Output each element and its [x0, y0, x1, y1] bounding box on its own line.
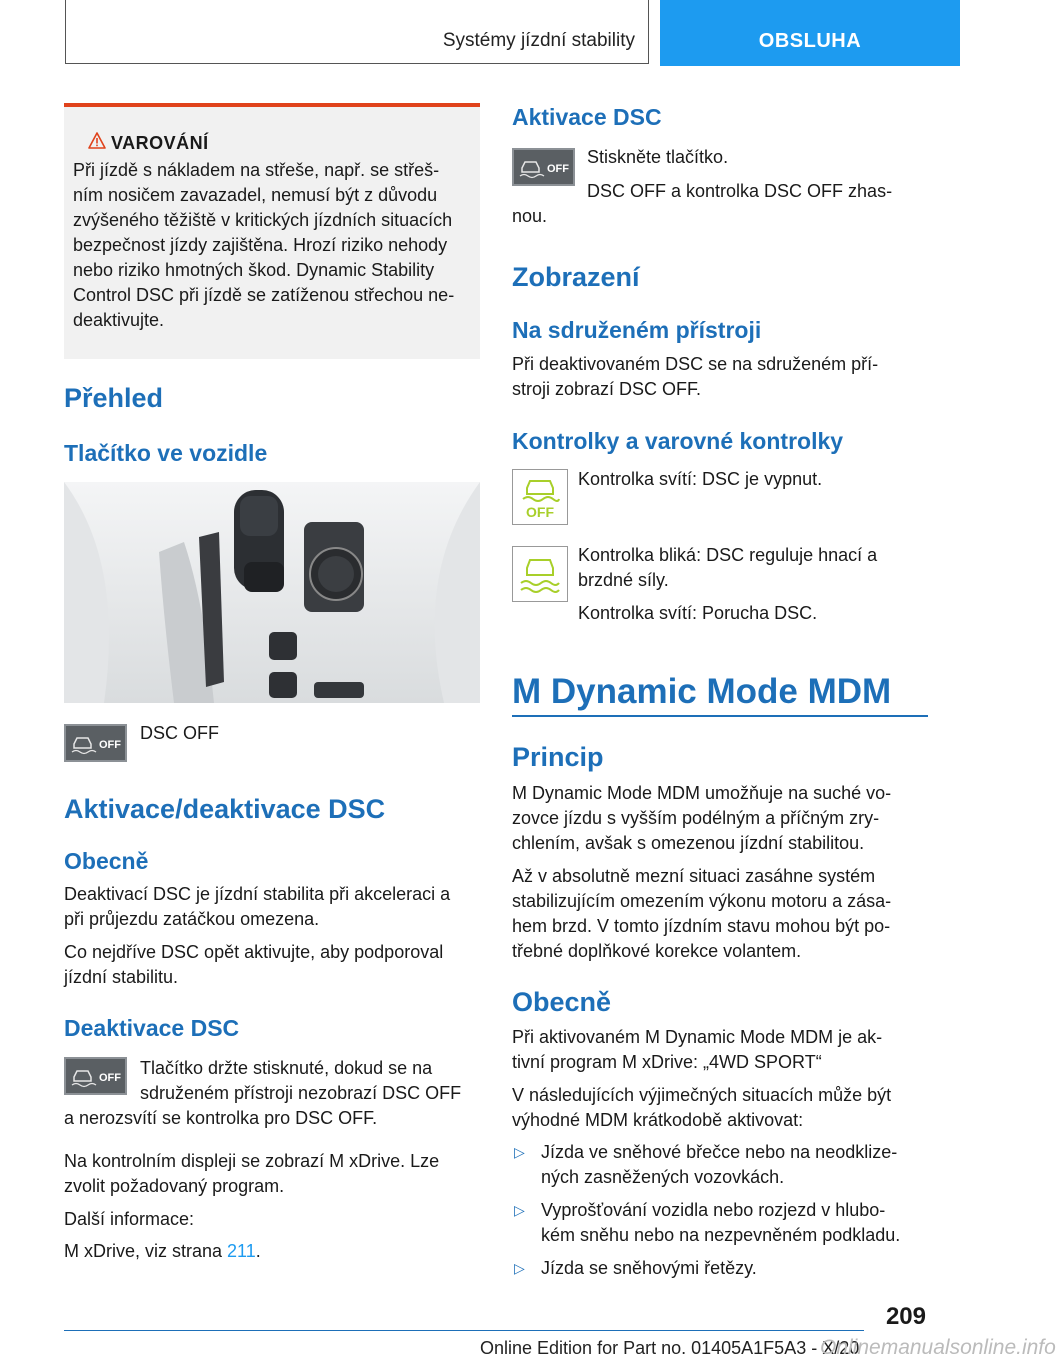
warning-line: deaktivujte.	[73, 310, 165, 330]
bullet-marker: ▷	[514, 1144, 525, 1160]
paragraph-line: stabilizujícím omezením výkonu motoru a zása-	[512, 891, 892, 911]
heading-sdruzeny: Na sdruženém přístroji	[512, 317, 762, 343]
heading-mdm: M Dynamic Mode MDM	[512, 672, 892, 711]
paragraph-line: M Dynamic Mode MDM umožňuje na suché vo-	[512, 783, 892, 803]
center-console-image	[64, 482, 480, 703]
paragraph-line: Při aktivovaném M Dynamic Mode MDM je ak-	[512, 1027, 883, 1047]
warning-title: VAROVÁNÍ	[111, 133, 209, 153]
warning-text	[73, 158, 473, 333]
tab-obsluha[interactable]	[660, 0, 960, 66]
warning-line: Control DSC při jízdě se zatíženou střechou ne-	[73, 285, 455, 305]
paragraph-line: Až v absolutně mezní situaci zasáhne systém	[512, 866, 876, 886]
paragraph-line: brzdné síly.	[578, 570, 669, 590]
reference-text: M xDrive, viz strana	[64, 1241, 228, 1261]
paragraph-line: Při deaktivovaném DSC se na sdruženém pří-	[512, 354, 879, 374]
paragraph-line: zovce jízdu s vyšším podélným a příčným zry-	[512, 808, 880, 828]
console-photo	[64, 482, 480, 703]
paragraph-line: Co nejdříve DSC opět aktivujte, aby podporoval	[64, 942, 444, 962]
list-item-line: Jízda ve sněhové břečce nebo na neodklize-	[541, 1142, 898, 1162]
heading-zobrazeni: Zobrazení	[512, 262, 640, 292]
heading-aktivace-deaktivace: Aktivace/deaktivace DSC	[64, 794, 386, 824]
list-item-line: Jízda se sněhovými řetězy.	[541, 1258, 757, 1278]
warning-line: bezpečnost jízdy zajištěna. Hrozí riziko nehody	[73, 235, 448, 255]
heading-obecne-right: Obecně	[512, 987, 612, 1017]
paragraph-line: sdruženém přístroji nezobrazí DSC OFF	[140, 1083, 462, 1103]
paragraph-line: Další informace:	[64, 1209, 195, 1229]
bullet-marker: ▷	[514, 1202, 525, 1218]
paragraph-line: jízdní stabilitu.	[64, 967, 179, 987]
warning-line: nebo riziko hmotných škod. Dynamic Stability	[73, 260, 435, 280]
tab-label: OBSLUHA	[758, 30, 862, 52]
heading-princip: Princip	[512, 742, 604, 772]
list-item-line: Vyprošťování vozidla nebo rozjezd v hlubo-	[541, 1200, 886, 1220]
footer-edition: Online Edition for Part no. 01405A1F5A3 - X/20	[480, 1338, 860, 1358]
dsc-off-lamp-icon	[512, 469, 568, 525]
paragraph-line: V následujících výjimečných situacích může být	[512, 1085, 892, 1105]
heading-kontrolky: Kontrolky a varovné kontrolky	[512, 428, 844, 454]
paragraph-line: nou.	[512, 206, 548, 226]
paragraph-line: hem brzd. V tomto jízdním stavu mohou být po-	[512, 916, 891, 936]
heading-aktivace: Aktivace DSC	[512, 104, 662, 130]
warning-line: ním nosičem zavazadel, nemusí být z důvodu	[73, 185, 438, 205]
paragraph-line: Deaktivací DSC je jízdní stabilita při akceleraci a	[64, 884, 451, 904]
section-title: Systémy jízdní stability	[442, 30, 635, 51]
heading-prehled: Přehled	[64, 383, 164, 413]
svg-text:OFF: OFF	[547, 163, 569, 175]
list-item-line: kém sněhu nebo na nezpevněném podkladu.	[541, 1225, 901, 1245]
heading-underline	[512, 715, 928, 717]
paragraph-line: Tlačítko držte stisknuté, dokud se na	[140, 1058, 433, 1078]
paragraph-line: Stiskněte tlačítko.	[587, 147, 729, 167]
paragraph-line: třebné doplňkové korekce volantem.	[512, 941, 802, 961]
page-number: 209	[885, 1303, 926, 1330]
paragraph-line: při průjezdu zatáčkou omezena.	[64, 909, 320, 929]
heading-obecne-left: Obecně	[64, 848, 149, 874]
svg-text:OFF: OFF	[526, 504, 554, 520]
paragraph-line: Na kontrolním displeji se zobrazí M xDrive. Lze	[64, 1151, 440, 1171]
dsc-off-button-icon	[64, 1057, 127, 1095]
paragraph-line: zvolit požadovaný program.	[64, 1176, 285, 1196]
heading-tlacitko: Tlačítko ve vozidle	[64, 440, 268, 466]
heading-deaktivace: Deaktivace DSC	[64, 1015, 240, 1041]
paragraph-line: a nerozsvítí se kontrolka pro DSC OFF.	[64, 1108, 378, 1128]
paragraph-line: Kontrolka svítí: DSC je vypnut.	[578, 469, 823, 489]
reference-line	[64, 1239, 261, 1264]
paragraph-line: Kontrolka svítí: Porucha DSC.	[578, 603, 818, 623]
warning-triangle-icon	[88, 132, 106, 149]
paragraph-line: výhodné MDM krátkodobě aktivovat:	[512, 1110, 804, 1130]
dsc-off-caption: DSC OFF	[140, 723, 219, 743]
footer-rule	[64, 1330, 864, 1331]
paragraph-line: tivní program M xDrive: „4WD SPORT“	[512, 1052, 822, 1072]
warning-line: zvýšeného těžiště v kritických jízdních situacích	[73, 210, 453, 230]
svg-text:OFF: OFF	[99, 1072, 121, 1084]
list-item-line: ných zasněžených vozovkách.	[541, 1167, 785, 1187]
paragraph-line: stroji zobrazí DSC OFF.	[512, 379, 702, 399]
footer-watermark: Onlinemanualsonline.info	[820, 1336, 1056, 1359]
warning-line: Při jízdě s nákladem na střeše, např. se střeš-	[73, 160, 440, 180]
bullet-marker: ▷	[514, 1260, 525, 1276]
dsc-lamp-icon	[512, 546, 568, 602]
dsc-off-button-icon	[512, 148, 575, 186]
paragraph-line: DSC OFF a kontrolka DSC OFF zhas-	[587, 181, 893, 201]
paragraph-line: chlením, avšak s omezenou jízdní stabilitou.	[512, 833, 865, 853]
reference-end: .	[255, 1241, 261, 1261]
paragraph-line: Kontrolka bliká: DSC reguluje hnací a	[578, 545, 878, 565]
dsc-off-button-icon	[64, 724, 127, 762]
page-link-211[interactable]: 211	[227, 1241, 256, 1261]
svg-text:OFF: OFF	[99, 739, 121, 751]
